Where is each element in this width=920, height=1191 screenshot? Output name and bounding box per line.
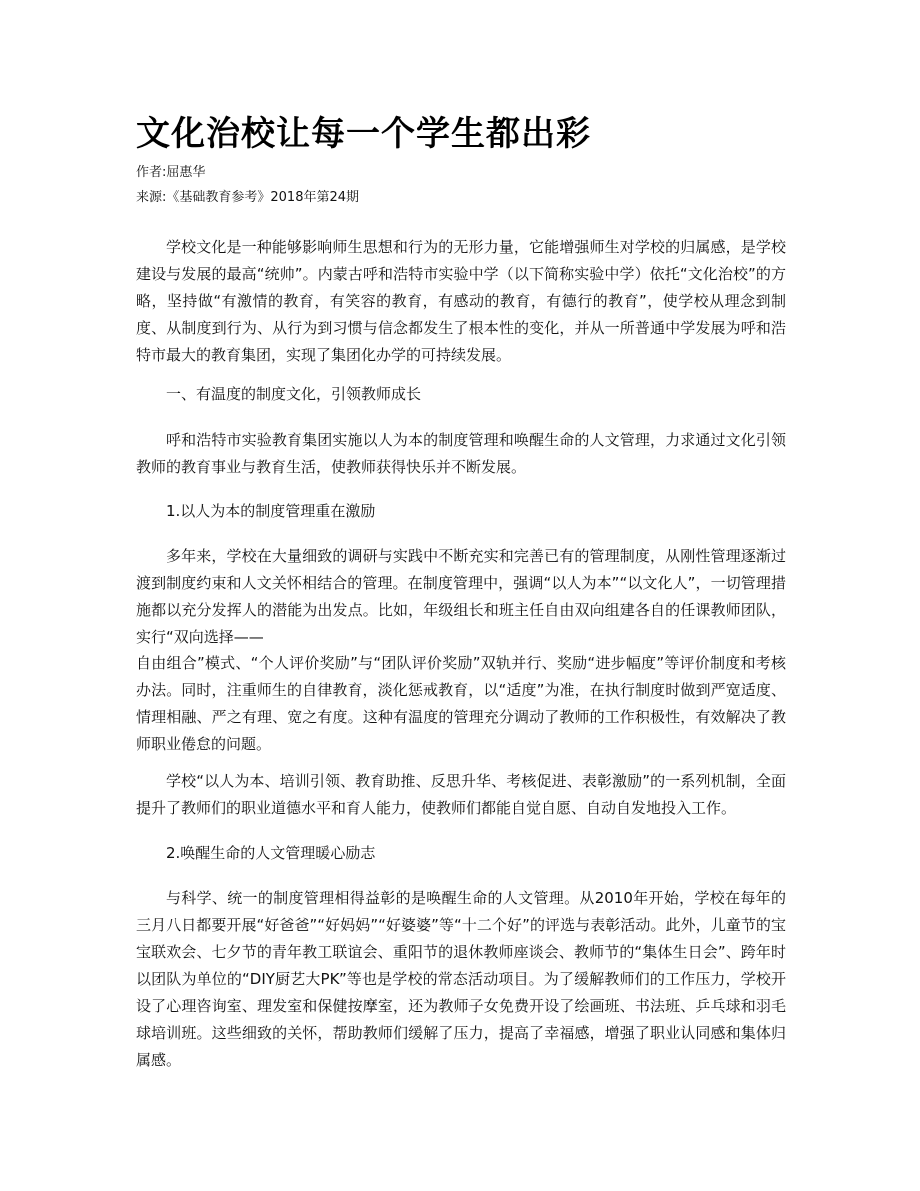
article-author: 作者:屈惠华 xyxy=(136,165,206,180)
section-heading-1: 一、有温度的制度文化，引领教师成长 xyxy=(166,385,422,403)
paragraph-humanistic: 与科学、统一的制度管理相得益彰的是唤醒生命的人文管理。从2010年开始，学校在每年的三月八日都要开展“好爸爸”“好妈妈”“好婆婆”等“十二个好”的评选与表彰活动。此外，儿童节的宝宝联欢会、七夕节的青年教工联谊会、重阳节的退休教师座谈会、教师节的“集体生日会”、跨年时以团队为单位的“DIY厨艺大PK”等也是学校的常态活动项目。为了缓解教师们的工作压力，学校开设了心理咨询室、理发室和保健按摩室，还为教师子女免费开设了绘画班、书法班、乒乓球和羽毛球培训班。这些细致的关怀，帮助教师们缓解了压力，提高了幸福感，增强了职业认同感和集体归属感。 xyxy=(136,889,786,1069)
article-title: 文化治校让每一个学生都出彩 xyxy=(136,114,591,154)
article-source: 来源:《基础教育参考》2018年第24期 xyxy=(136,190,360,205)
subsection-heading-1: 1.以人为本的制度管理重在激励 xyxy=(166,502,376,520)
paragraph-intro: 学校文化是一种能够影响师生思想和行为的无形力量，它能增强师生对学校的归属感，是学校建设与发展的最高“统帅”。内蒙古呼和浩特市实验中学（以下简称实验中学）依托“文化治校”的方略，坚持做“有激情的教育，有笑容的教育，有感动的教育，有德行的教育”，使学校从理念到制度、从制度到行为、从行为到习惯与信念都发生了根本性的变化，并从一所普通中学发展为呼和浩特市最大的教育集团，实现了集团化办学的可持续发展。 xyxy=(136,238,786,364)
paragraph-incentive-a: 多年来，学校在大量细致的调研与实践中不断充实和完善已有的管理制度，从刚性管理逐渐过渡到制度约束和人文关怀相结合的管理。在制度管理中，强调“以人为本”“以文化人”，一切管理措施都以充分发挥人的潜能为出发点。比如，年级组长和班主任自由双向组建各自的任课教师团队，实行“双向选择—— xyxy=(136,547,786,646)
subsection-heading-2: 2.唤醒生命的人文管理暖心励志 xyxy=(166,844,376,862)
paragraph-mechanism: 学校“以人为本、培训引领、教育助推、反思升华、考核促进、表彰激励”的一系列机制，全面提升了教师们的职业道德水平和育人能力，使教师们都能自觉自愿、自动自发地投入工作。 xyxy=(136,772,786,817)
paragraph-incentive-b: 自由组合”模式、“个人评价奖励”与“团队评价奖励”双轨并行、奖励“进步幅度”等评价制度和考核办法。同时，注重师生的自律教育，淡化惩戒教育，以“适度”为准，在执行制度时做到严宽适度、情理相融、严之有理、宽之有度。这种有温度的管理充分调动了教师的工作积极性，有效解决了教师职业倦怠的问题。 xyxy=(136,654,786,753)
paragraph-section-1: 呼和浩特市实验教育集团实施以人为本的制度管理和唤醒生命的人文管理，力求通过文化引领教师的教育事业与教育生活，使教师获得快乐并不断发展。 xyxy=(136,431,786,476)
